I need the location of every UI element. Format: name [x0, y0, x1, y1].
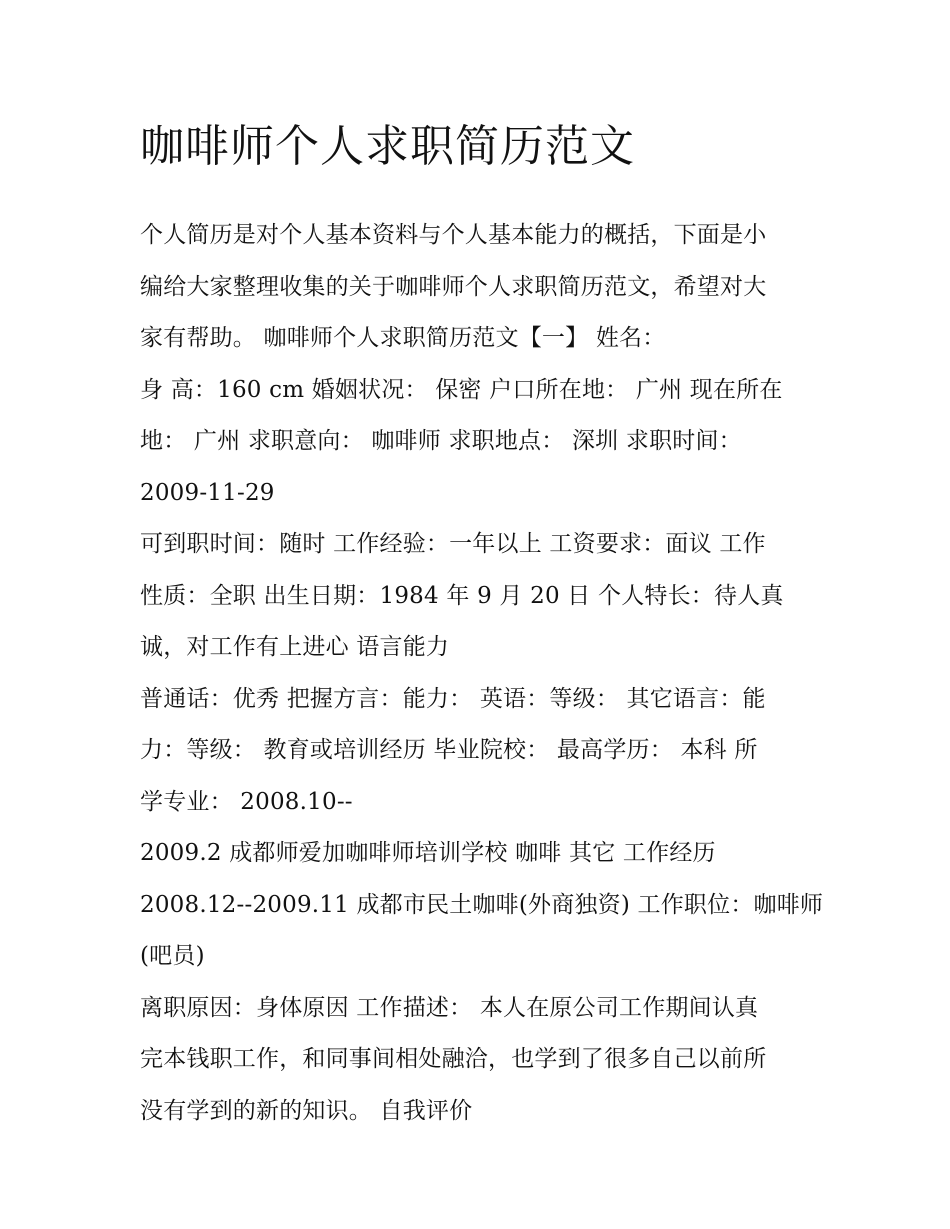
body-line-5: 地： 广州 求职意向： 咖啡师 求职地点： 深圳 求职时间： — [140, 428, 742, 454]
body-line-16: 离职原因：身体原因 工作描述： 本人在原公司工作期间认真 — [140, 994, 759, 1021]
body-line-8: 性质：全职 出生日期：1984 年 9 月 20 日 个人特长：待人真 — [140, 582, 784, 609]
resume-body-text — [140, 210, 824, 1137]
body-line-3: 家有帮助。 咖啡师个人求职简历范文【一】 姓名： — [140, 325, 666, 351]
body-line-2: 编给大家整理收集的关于咖啡师个人求职简历范文，希望对大 — [140, 273, 767, 300]
body-line-15: (吧员) — [140, 943, 205, 969]
body-line-6: 2009-11-29 — [140, 479, 275, 506]
body-line-14: 2008.12--2009.11 成都市民土咖啡(外商独资) 工作职位：咖啡师 — [140, 891, 824, 918]
body-line-13: 2009.2 成都师爱加咖啡师培训学校 咖啡 其它 工作经历 — [140, 840, 716, 866]
body-line-18: 没有学到的新的知识。 自我评价 — [140, 1097, 473, 1124]
body-line-11: 力：等级： 教育或培训经历 毕业院校： 最高学历： 本科 所 — [140, 737, 758, 763]
body-line-10: 普通话：优秀 把握方言：能力： 英语：等级： 其它语言：能 — [140, 685, 766, 712]
body-line-7: 可到职时间：随时 工作经验：一年以上 工资要求：面议 工作 — [140, 531, 766, 557]
body-line-4: 身 高：160 cm 婚姻状况： 保密 户口所在地： 广州 现在所在 — [140, 376, 783, 403]
document-content — [140, 118, 824, 1137]
body-line-17: 完本钱职工作，和同事间相处融洽，也学到了很多自己以前所 — [140, 1046, 767, 1072]
document-title: 咖啡师个人求职简历范文 — [140, 121, 635, 172]
body-line-9: 诚，对工作有上进心 语言能力 — [140, 634, 450, 660]
body-line-1: 个人简历是对个人基本资料与个人基本能力的概括，下面是小 — [140, 222, 767, 248]
body-line-12: 学专业： 2008.10-- — [140, 788, 353, 815]
